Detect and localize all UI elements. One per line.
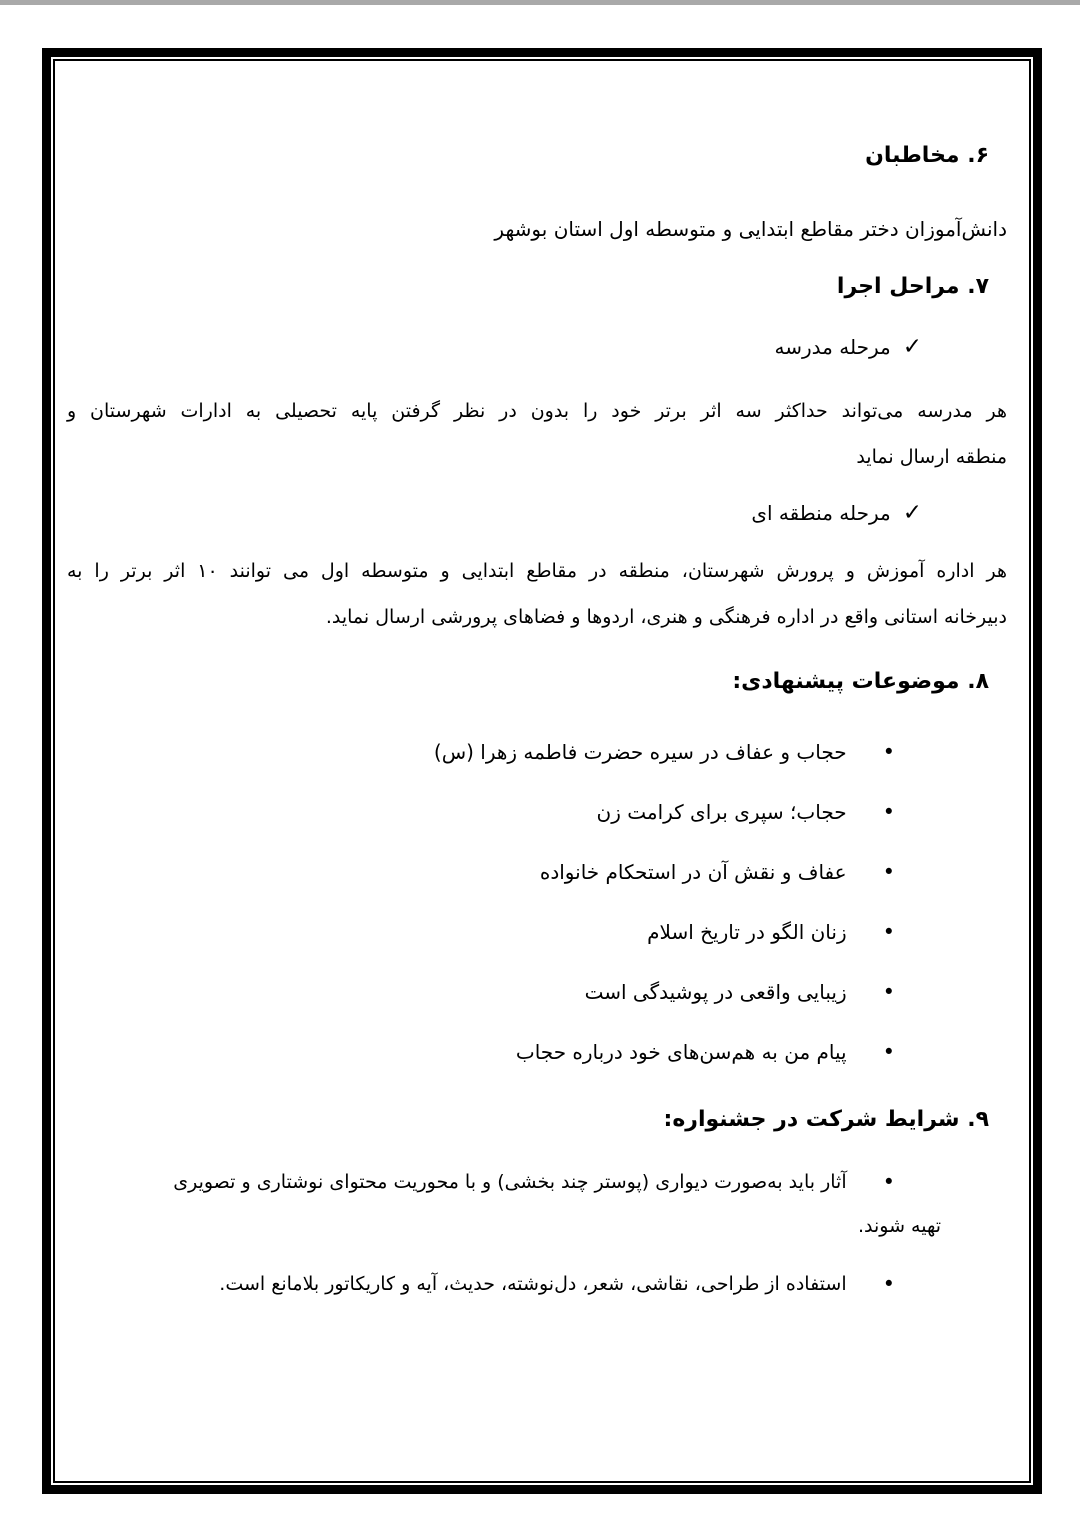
stage-school-label: مرحله مدرسه	[774, 335, 891, 359]
topic-item-text: عفاف و نقش آن در استحکام خانواده	[539, 860, 847, 884]
condition-item	[67, 1269, 1007, 1299]
topic-item-text: حجاب؛ سپری برای کرامت زن	[596, 800, 847, 824]
audience-paragraph: دانش‌آموزان دختر مقاطع ابتدایی و متوسطه اول استان بوشهر	[494, 217, 1007, 241]
stage-school-paragraph-line1: هر مدرسه می‌تواند حداکثر سه اثر برتر خود را بدون در نظر گرفتن پایه تحصیلی به ادارات شهرستان و	[67, 400, 1007, 422]
condition-item	[67, 1167, 1007, 1197]
conditions-heading: ۹. شرایط شرکت در جشنواره:	[663, 1107, 989, 1132]
condition-item-text: آثار باید به‌صورت دیواری (پوستر چند بخشی) و با محوریت محتوای نوشتاری و تصویری	[173, 1171, 847, 1193]
topic-item	[67, 737, 1007, 767]
checkmark-icon: ✓	[902, 334, 922, 360]
topic-item	[67, 977, 1007, 1007]
stage-district-item	[67, 498, 1007, 528]
document-content	[55, 61, 1029, 1481]
stage-school-paragraph-line2: منطقه ارسال نماید	[856, 446, 1007, 468]
topic-item-text: زیبایی واقعی در پوشیدگی است	[584, 980, 847, 1004]
topic-item-text: حجاب و عفاف در سیره حضرت فاطمه زهرا (س)	[433, 740, 847, 764]
stage-district-paragraph-line2: دبیرخانه استانی واقع در اداره فرهنگی و هنری، اردوها و فضاهای پرورشی ارسال نماید.	[325, 606, 1007, 628]
bullet-icon: •	[882, 860, 895, 884]
bullet-icon: •	[882, 980, 895, 1004]
topic-item-text: زنان الگو در تاریخ اسلام	[647, 920, 847, 944]
topic-item	[67, 797, 1007, 827]
page-border-inner-line	[53, 59, 1031, 1483]
viewer-top-strip	[0, 0, 1080, 5]
stage-district-label: مرحله منطقه ای	[751, 501, 891, 525]
bullet-icon: •	[882, 920, 895, 944]
condition-item-text: استفاده از طراحی، نقاشی، شعر، دل‌نوشته، حدیث، آیه و کاریکاتور بلامانع است.	[219, 1273, 847, 1295]
page-border-frame	[42, 48, 1042, 1494]
bullet-icon: •	[882, 800, 895, 824]
topic-item	[67, 917, 1007, 947]
stage-school-item	[67, 332, 1007, 362]
topics-list	[67, 737, 1007, 1067]
bullet-icon: •	[882, 1040, 895, 1064]
stages-heading: ۷. مراحل اجرا	[836, 274, 989, 299]
topic-item	[67, 857, 1007, 887]
bullet-icon: •	[882, 740, 895, 764]
audience-heading: ۶. مخاطبان	[865, 143, 989, 168]
topic-item-text: پیام من به هم‌سن‌های خود درباره حجاب	[515, 1040, 847, 1064]
topics-heading: ۸. موضوعات پیشنهادی:	[732, 669, 989, 694]
topic-item	[67, 1037, 1007, 1067]
checkmark-icon: ✓	[902, 500, 922, 526]
bullet-icon: •	[882, 1170, 895, 1194]
stage-district-paragraph-line1: هر اداره آموزش و پرورش شهرستان، منطقه در مقاطع ابتدایی و متوسطه اول می توانند ۱۰ اثر برتر را به	[67, 560, 1007, 582]
condition-item-continuation: تهیه شوند.	[857, 1215, 941, 1237]
bullet-icon: •	[882, 1272, 895, 1296]
